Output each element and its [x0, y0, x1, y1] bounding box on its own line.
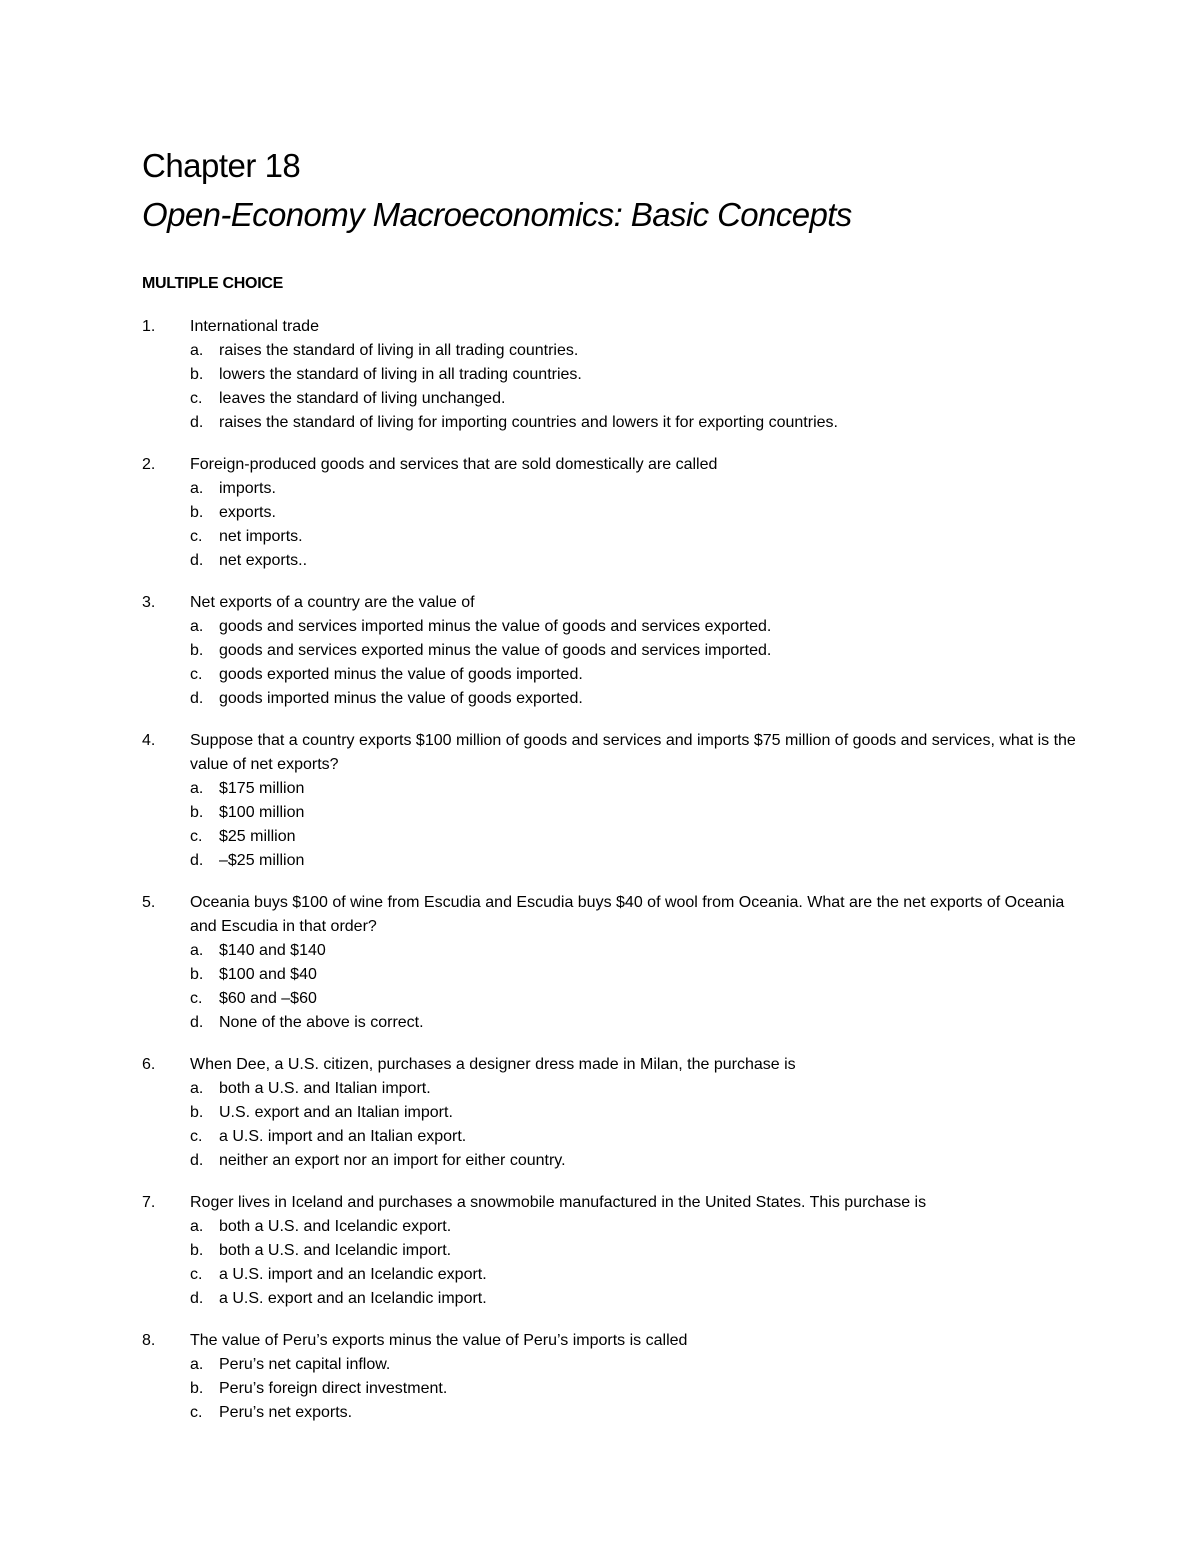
option-letter: b.: [190, 642, 204, 659]
option-text: a U.S. import and an Italian export.: [219, 1128, 467, 1145]
answer-option: [0, 849, 1200, 873]
answer-option: [0, 1149, 1200, 1173]
question-item: [0, 729, 1200, 873]
question-item: [0, 315, 1200, 435]
question-text: Suppose that a country exports $100 million of goods and services and imports $75 million of goods and services, what is the value of net exports?: [190, 732, 1076, 773]
option-text: both a U.S. and Italian import.: [219, 1080, 431, 1097]
answer-option: [0, 687, 1200, 711]
question-stem: [0, 1329, 1200, 1353]
answer-option: [0, 363, 1200, 387]
answer-option: [0, 1011, 1200, 1035]
answer-option: [0, 1287, 1200, 1311]
option-text: Peru’s net exports.: [219, 1404, 353, 1421]
answer-option: [0, 387, 1200, 411]
option-letter: c.: [190, 990, 203, 1007]
question-item: [0, 1329, 1200, 1425]
answer-option: [0, 1263, 1200, 1287]
question-text: International trade: [190, 318, 319, 335]
answer-option: [0, 615, 1200, 639]
question-number: 6.: [142, 1056, 156, 1073]
option-text: imports.: [219, 480, 276, 497]
option-letter: b.: [190, 1380, 204, 1397]
answer-option: [0, 663, 1200, 687]
question-number: 8.: [142, 1332, 156, 1349]
question-item: [0, 1053, 1200, 1173]
option-text: goods exported minus the value of goods imported.: [219, 666, 583, 683]
option-letter: a.: [190, 1218, 204, 1235]
option-letter: a.: [190, 1356, 204, 1373]
answer-option: [0, 501, 1200, 525]
question-item: [0, 453, 1200, 573]
option-letter: d.: [190, 1290, 204, 1307]
option-letter: d.: [190, 414, 204, 431]
question-number: 1.: [142, 318, 156, 335]
option-text: a U.S. import and an Icelandic export.: [219, 1266, 487, 1283]
answer-option: [0, 411, 1200, 435]
answer-option: [0, 987, 1200, 1011]
chapter-subtitle: Open-Economy Macroeconomics: Basic Concepts: [142, 196, 852, 233]
option-letter: b.: [190, 804, 204, 821]
option-letter: d.: [190, 552, 204, 569]
question-number: 5.: [142, 894, 156, 911]
question-stem: [0, 891, 1200, 939]
answer-option: [0, 1215, 1200, 1239]
option-letter: a.: [190, 1080, 204, 1097]
question-stem: [0, 1191, 1200, 1215]
question-text: Net exports of a country are the value of: [190, 594, 475, 611]
answer-option: [0, 801, 1200, 825]
question-number: 7.: [142, 1194, 156, 1211]
option-text: $60 and –$60: [219, 990, 317, 1007]
option-text: net exports..: [219, 552, 308, 569]
chapter-title: Chapter 18: [142, 147, 301, 184]
question-item: [0, 591, 1200, 711]
question-stem: [0, 1053, 1200, 1077]
option-text: net imports.: [219, 528, 303, 545]
option-letter: d.: [190, 690, 204, 707]
answer-option: [0, 939, 1200, 963]
question-text: Foreign-produced goods and services that are sold domestically are called: [190, 456, 718, 473]
question-list: [0, 315, 1200, 1443]
question-stem: [0, 729, 1200, 777]
option-text: raises the standard of living in all trading countries.: [219, 342, 579, 359]
option-letter: b.: [190, 1242, 204, 1259]
option-letter: c.: [190, 1266, 203, 1283]
option-text: Peru’s foreign direct investment.: [219, 1380, 448, 1397]
question-text: The value of Peru’s exports minus the value of Peru’s imports is called: [190, 1332, 688, 1349]
option-text: a U.S. export and an Icelandic import.: [219, 1290, 487, 1307]
option-letter: a.: [190, 342, 204, 359]
answer-option: [0, 777, 1200, 801]
question-number: 2.: [142, 456, 156, 473]
option-letter: b.: [190, 504, 204, 521]
answer-option: [0, 1077, 1200, 1101]
option-text: goods and services imported minus the value of goods and services exported.: [219, 618, 772, 635]
answer-option: [0, 1377, 1200, 1401]
option-letter: a.: [190, 618, 204, 635]
option-letter: b.: [190, 366, 204, 383]
option-letter: a.: [190, 480, 204, 497]
option-letter: c.: [190, 666, 203, 683]
option-text: $25 million: [219, 828, 296, 845]
option-text: lowers the standard of living in all trading countries.: [219, 366, 582, 383]
section-heading: MULTIPLE CHOICE: [142, 275, 283, 292]
question-stem: [0, 453, 1200, 477]
answer-option: [0, 339, 1200, 363]
option-text: $100 million: [219, 804, 305, 821]
option-letter: c.: [190, 528, 203, 545]
option-text: goods and services exported minus the value of goods and services imported.: [219, 642, 772, 659]
answer-option: [0, 549, 1200, 573]
option-text: both a U.S. and Icelandic import.: [219, 1242, 452, 1259]
option-letter: c.: [190, 1128, 203, 1145]
option-letter: b.: [190, 966, 204, 983]
option-text: –$25 million: [219, 852, 305, 869]
question-text: Roger lives in Iceland and purchases a snowmobile manufactured in the United States. This purchase is: [190, 1194, 927, 1211]
option-letter: a.: [190, 780, 204, 797]
answer-option: [0, 1101, 1200, 1125]
question-number: 4.: [142, 732, 156, 749]
answer-option: [0, 639, 1200, 663]
question-number: 3.: [142, 594, 156, 611]
question-text: Oceania buys $100 of wine from Escudia and Escudia buys $40 of wool from Oceania. What are the net exports of Oceania and Escudia in that order?: [190, 894, 1065, 935]
question-item: [0, 891, 1200, 1035]
answer-option: [0, 1353, 1200, 1377]
option-text: exports.: [219, 504, 276, 521]
answer-option: [0, 477, 1200, 501]
answer-option: [0, 963, 1200, 987]
question-text: When Dee, a U.S. citizen, purchases a designer dress made in Milan, the purchase is: [190, 1056, 796, 1073]
option-text: $175 million: [219, 780, 305, 797]
answer-option: [0, 525, 1200, 549]
option-letter: d.: [190, 1014, 204, 1031]
option-letter: d.: [190, 1152, 204, 1169]
option-letter: d.: [190, 852, 204, 869]
answer-option: [0, 825, 1200, 849]
option-letter: a.: [190, 942, 204, 959]
option-text: U.S. export and an Italian import.: [219, 1104, 453, 1121]
option-text: $100 and $40: [219, 966, 317, 983]
answer-option: [0, 1239, 1200, 1263]
option-text: None of the above is correct.: [219, 1014, 424, 1031]
option-text: leaves the standard of living unchanged.: [219, 390, 506, 407]
option-text: both a U.S. and Icelandic export.: [219, 1218, 452, 1235]
option-letter: c.: [190, 1404, 203, 1421]
option-text: $140 and $140: [219, 942, 326, 959]
option-text: neither an export nor an import for either country.: [219, 1152, 566, 1169]
answer-option: [0, 1401, 1200, 1425]
question-item: [0, 1191, 1200, 1311]
question-stem: [0, 591, 1200, 615]
option-text: raises the standard of living for importing countries and lowers it for exporting countries.: [219, 414, 838, 431]
option-letter: c.: [190, 390, 203, 407]
option-letter: c.: [190, 828, 203, 845]
answer-option: [0, 1125, 1200, 1149]
option-text: Peru’s net capital inflow.: [219, 1356, 391, 1373]
option-text: goods imported minus the value of goods exported.: [219, 690, 583, 707]
option-letter: b.: [190, 1104, 204, 1121]
question-stem: [0, 315, 1200, 339]
